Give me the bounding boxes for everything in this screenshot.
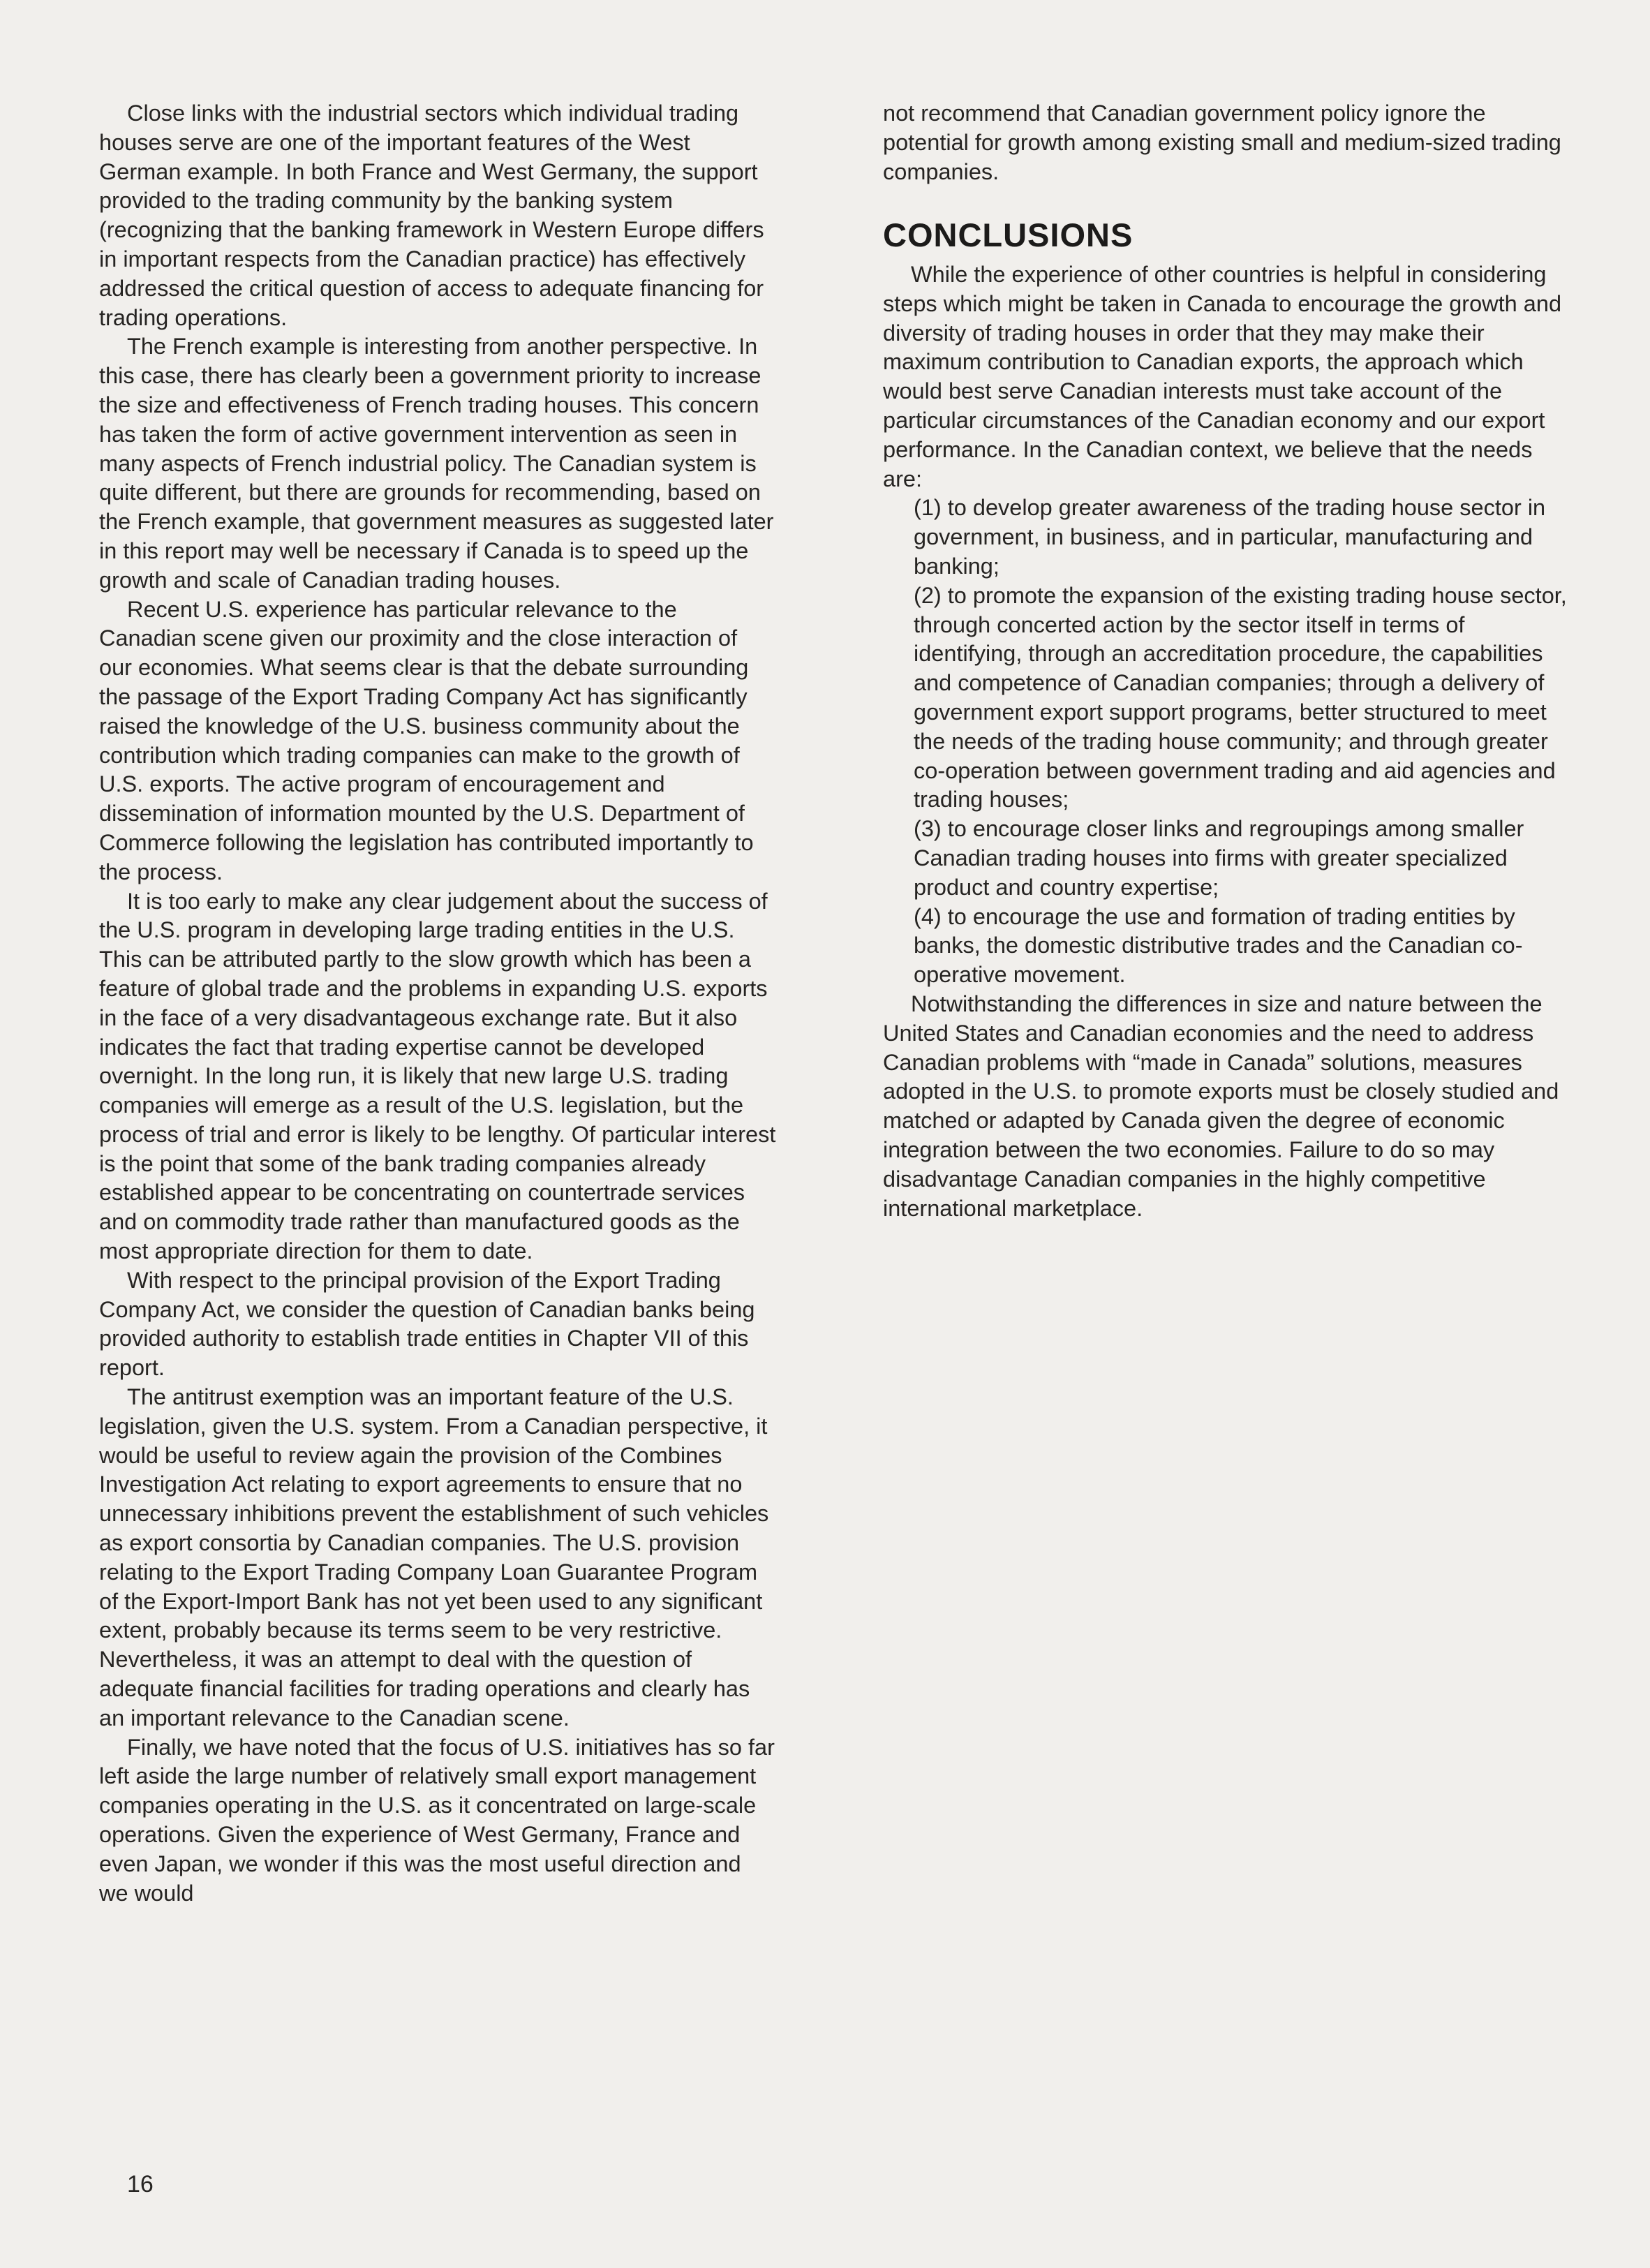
body-paragraph: Close links with the industrial sectors which individual trading houses serve are one of the important features of the West German example. In both France and West Germany, the support provided to the trading community by the banking system (recognizing that the banking framework in Western Europe differs in important respects from the Canadian practice) has effectively addressed the critical question of access to adequate financing for trading operations. [99, 101, 764, 330]
body-paragraph: Finally, we have noted that the focus of U.S. initiatives has so far left aside the large number of relatively small export management companies operating in the U.S. as it concentrated on large-scale operations. Given the experience of West Germany, France and even Japan, we wonder if this was the most useful direction and we would [99, 1734, 775, 1906]
needs-list-item: (3) to encourage closer links and regroupings among smaller Canadian trading houses into firms with greater specialized product and country expertise; [914, 816, 1524, 900]
needs-list-item: (2) to promote the expansion of the existing trading house sector, through concerted action by the sector itself in terms of identifying, through an accreditation procedure, the capabilities and competence of Canadian companies; through a delivery of government export support programs, better structured to meet the needs of the trading house community; and through greater co-operation between government trading and aid agencies and trading houses; [914, 582, 1567, 813]
needs-list-item: (4) to encourage the use and formation of trading entities by banks, the domestic distributive trades and the Canadian co-operative movement. [914, 903, 1523, 988]
conclusions-closing: Notwithstanding the differences in size and nature between the United States and Canadian economies and the need to address Canadian problems with “made in Canada” solutions, measures adopted in the U.S. to promote exports must be closely studied and matched or adapted by Canada given the degree of economic integration between the two economies. Failure to do so may disadvantage Canadian companies in the highly competitive international marketplace. [883, 991, 1559, 1221]
section-heading: CONCLUSIONS [883, 216, 1134, 254]
conclusions-intro: While the experience of other countries is helpful in considering steps which might be taken in Canada to encourage the growth and diversity of trading houses in order that they may make their maximum contribution to Canadian exports, the approach which would best serve Canadian interests must take account of the particular circumstances of the Canadian economy and our export performance. In the Canadian context, we believe that the needs are: [883, 262, 1562, 491]
body-paragraph: The antitrust exemption was an important feature of the U.S. legislation, given the U.S. system. From a Canadian perspective, it would be useful to review again the provision of the Combines Investigation Act relating to export agreements to ensure that no unnecessary inhibitions prevent the establishment of such vehicles as export consortia by Canadian companies. The U.S. provision relating to the Export Trading Company Loan Guarantee Program of the Export-Import Bank has not yet been used to any significant extent, probably because its terms seem to be very restrictive. Nevertheless, it was an attempt to deal with the question of adequate financial facilities for trading operations and clearly has an important relevance to the Canadian scene. [99, 1384, 769, 1730]
right-column [883, 99, 1567, 1223]
left-column [99, 99, 776, 1908]
continued-paragraph: not recommend that Canadian government policy ignore the potential for growth among existing small and medium-sized trading companies. [883, 101, 1561, 184]
body-paragraph: With respect to the principal provision of the Export Trading Company Act, we consider the question of Canadian banks being provided authority to establish trade entities in Chapter VII of this report. [99, 1267, 755, 1381]
body-paragraph: Recent U.S. experience has particular relevance to the Canadian scene given our proximity and the close interaction of our economies. What seems clear is that the debate surrounding the passage of the Export Trading Company Act has significantly raised the knowledge of the U.S. business community about the contribution which trading companies can make to the growth of U.S. exports. The active program of encouragement and dissemination of information mounted by the U.S. Department of Commerce following the legislation has contributed importantly to the process. [99, 596, 754, 884]
body-paragraph: The French example is interesting from another perspective. In this case, there has clearly been a government priority to increase the size and effectiveness of French trading houses. This concern has taken the form of active government intervention as seen in many aspects of French industrial policy. The Canadian system is quite different, but there are grounds for recommending, based on the French example, that government measures as suggested later in this report may well be necessary if Canada is to speed up the growth and scale of Canadian trading houses. [99, 334, 774, 593]
needs-list [883, 494, 1567, 990]
needs-list-item: (1) to develop greater awareness of the trading house sector in government, in business, and in particular, manufacturing and banking; [914, 495, 1546, 579]
page-number: 16 [127, 2171, 154, 2197]
body-paragraph: It is too early to make any clear judgement about the success of the U.S. program in developing large trading entities in the U.S. This can be attributed partly to the slow growth which has been a feature of global trade and the problems in expanding U.S. exports in the face of a very disadvantageous exchange rate. But it also indicates the fact that trading expertise cannot be developed overnight. In the long run, it is likely that new large U.S. trading companies will emerge as a result of the U.S. legislation, but the process of trial and error is likely to be lengthy. Of particular interest is the point that some of the bank trading companies already established appear to be concentrating on countertrade services and on commodity trade rather than manufactured goods as the most appropriate direction for them to date. [99, 888, 776, 1264]
